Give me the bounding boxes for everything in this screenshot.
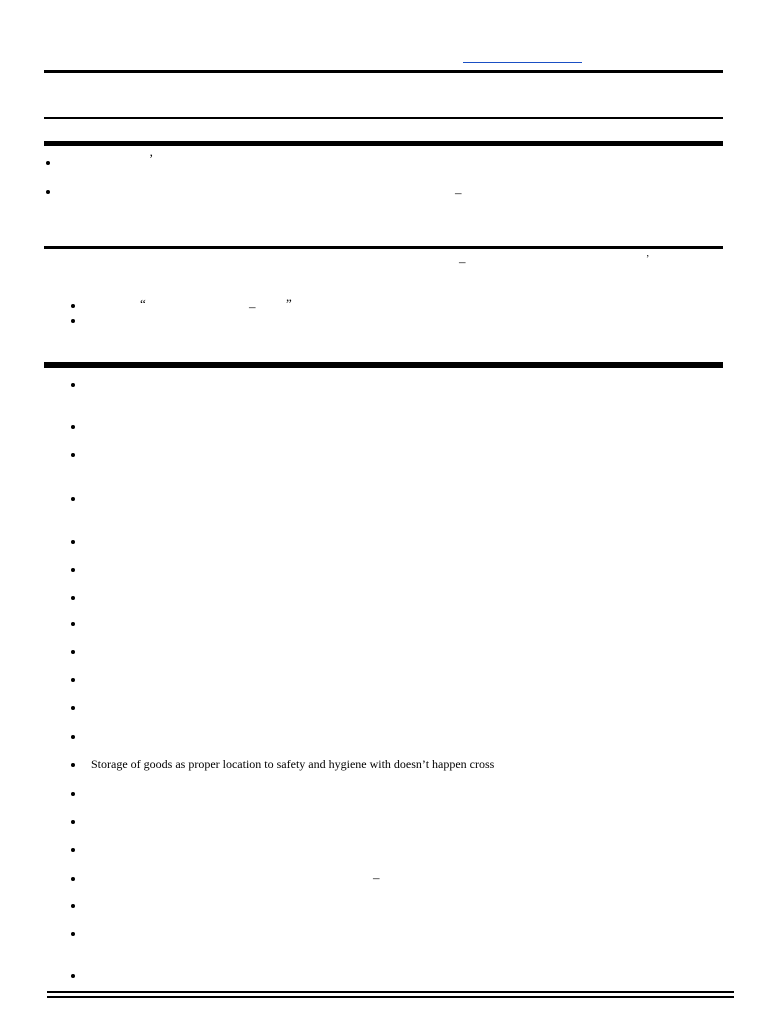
bullet-icon — [71, 319, 75, 323]
bullet-icon — [71, 650, 75, 654]
bullet-icon — [71, 622, 75, 626]
bullet-icon — [71, 304, 75, 308]
bullet-icon — [71, 453, 75, 457]
footer-rule — [47, 996, 734, 998]
header-link[interactable] — [463, 62, 582, 63]
bullet-icon — [71, 383, 75, 387]
dash-mark: – — [459, 254, 466, 269]
bullet-icon — [46, 161, 50, 165]
divider-rule — [44, 141, 723, 146]
footer-rule — [47, 991, 734, 993]
bullet-icon — [71, 820, 75, 824]
bullet-icon — [71, 904, 75, 908]
bullet-icon — [71, 540, 75, 544]
bullet-icon — [71, 425, 75, 429]
bullet-icon — [71, 497, 75, 501]
close-quote-mark: ” — [286, 296, 292, 311]
bullet-icon — [71, 974, 75, 978]
bullet-icon — [71, 792, 75, 796]
bullet-icon — [71, 735, 75, 739]
apostrophe-mark: ’ — [149, 151, 154, 166]
divider-rule — [44, 117, 723, 119]
divider-rule — [44, 362, 723, 368]
bullet-icon — [71, 678, 75, 682]
divider-rule — [44, 246, 723, 249]
dash-mark: – — [373, 870, 380, 885]
open-quote-mark: “ — [140, 296, 146, 311]
dash-mark: – — [455, 185, 462, 200]
dash-mark: – — [249, 299, 256, 314]
apostrophe-mark: ’ — [646, 254, 650, 265]
list-item-text: Storage of goods as proper location to safety and hygiene with doesn’t happen cross — [91, 757, 495, 771]
bullet-icon — [71, 932, 75, 936]
bullet-icon — [71, 706, 75, 710]
bullet-icon — [46, 190, 50, 194]
bullet-icon — [71, 596, 75, 600]
divider-rule — [44, 70, 723, 73]
bullet-icon — [71, 763, 75, 767]
bullet-icon — [71, 848, 75, 852]
bullet-icon — [71, 568, 75, 572]
bullet-icon — [71, 877, 75, 881]
